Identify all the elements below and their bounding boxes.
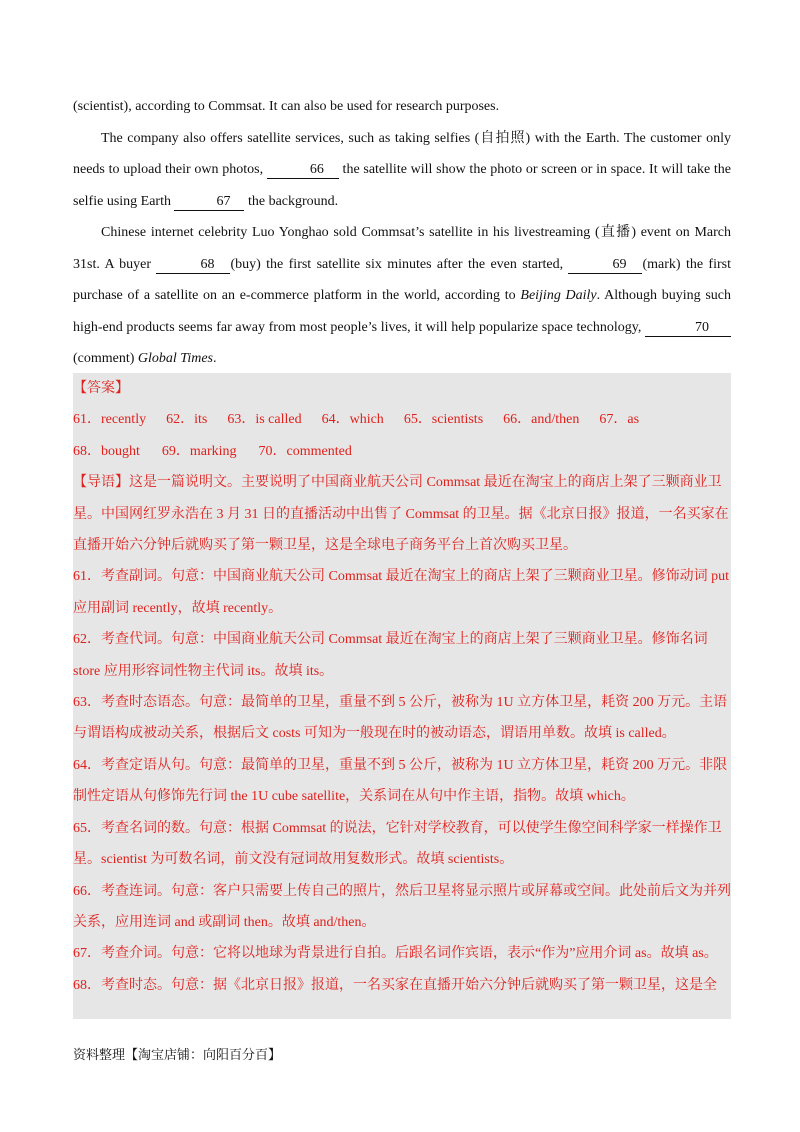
blank-66: 66 [267, 161, 339, 179]
passage-paragraph-3: Chinese internet celebrity Luo Yonghao sold Commsat’s satellite in his livestreaming (直播) event on March 31st. A buyer 68 (buy) the first satellite six minutes after the even started, 69 (mark) the first purchase of a satellite on an e-commerce platform in the world, according to Beijing Daily. Although buying such high-end products seems far away from most people’s lives, it will help popularize space technology, 70 (comment) Global Times. [73, 225, 731, 366]
answer-item: 68．bought [73, 443, 140, 459]
explanation-63: 63．考查时态语态。句意：最简单的卫星，重量不到 5 公斤，被称为 1U 立方体卫星，耗资 200 万元。主语与谓语构成被动关系，根据后文 costs 可知为一般现在时的被动语态，谓语用单数。故填 is called。 [73, 695, 728, 742]
explanation-66: 66．考查连词。句意：客户只需要上传自己的照片，然后卫星将显示照片或屏幕或空间。此处前后文为并列关系，应用连词 and 或副词 then。故填 and/then。 [73, 883, 731, 930]
explanation-61: 61．考查副词。句意：中国商业航天公司 Commsat 最近在淘宝上的商店上架了三颗商业卫星。修饰动词 put 应用副词 recently，故填 recently。 [73, 569, 730, 616]
answer-item: 69．marking [161, 443, 237, 459]
answer-row-2 [73, 436, 731, 467]
explanation-67: 67．考查介词。句意：它将以地球为背景进行自拍。后跟名词作宾语，表示“作为”应用介词 as。故填 as。 [73, 946, 718, 962]
answer-heading: 【答案】 [73, 381, 129, 396]
answer-item: 66．and/then [503, 412, 580, 428]
answer-item: 62．its [166, 412, 208, 428]
answer-section [73, 373, 731, 1019]
page-footer: 资料整理【淘宝店铺：向阳百分百】 [73, 1047, 282, 1062]
blank-70: 70 [645, 319, 731, 337]
explanation-62: 62．考查代词。句意：中国商业航天公司 Commsat 最近在淘宝上的商店上架了三颗商业卫星。修饰名词 store 应用形容词性物主代词 its。故填 its。 [73, 632, 708, 679]
answer-item: 64．which [321, 412, 384, 428]
passage-paragraph-2: The company also offers satellite services, such as taking selfies (自拍照) with the Earth. The customer only needs to upload their own photos, 66 the satellite will show the photo or screen or in space. It will take the selfie using Earth 67 the background. [73, 130, 731, 209]
blank-67: 67 [174, 193, 244, 211]
passage-line-1: (scientist), according to Commsat. It can also be used for research purposes. [73, 99, 500, 114]
source-global-times: Global Times [137, 351, 213, 366]
answer-item: 65．scientists [403, 412, 484, 428]
answer-item: 70．commented [258, 443, 352, 459]
explanation-64: 64．考查定语从句。句意：最简单的卫星，重量不到 5 公斤，被称为 1U 立方体卫星，耗资 200 万元。非限制性定语从句修饰先行词 the 1U cube satellite，关系词在从句中作主语，指物。故填 which。 [73, 757, 728, 805]
passage [73, 91, 731, 375]
explanation-68: 68．考查时态。句意：据《北京日报》报道，一名买家在直播开始六分钟后就购买了第一颗卫星，这是全 [73, 977, 717, 993]
explanation-65: 65．考查名词的数。句意：根据 Commsat 的说法，它针对学校教育，可以使学生像空间科学家一样操作卫星。scientist 为可数名词，前文没有冠词故用复数形式。故填 scientists。 [73, 820, 722, 868]
guide-text: 【导语】这是一篇说明文。主要说明了中国商业航天公司 Commsat 最近在淘宝上的商店上架了三颗商业卫星。中国网红罗永浩在 3 月 31 日的直播活动中出售了 Commsat 的卫星。据《北京日报》报道，一名买家在直播开始六分钟后就购买了第一颗卫星，这是全球电子商务平台上首次购买卫星。 [73, 475, 729, 554]
answer-item: 67．as [599, 412, 640, 428]
blank-68: 68 [156, 256, 230, 274]
answer-item: 63．is called [227, 412, 302, 428]
answer-row-1 [73, 404, 731, 435]
answer-item: 61．recently [73, 412, 147, 428]
blank-69: 69 [568, 256, 642, 274]
source-beijing-daily: Beijing Daily [520, 288, 597, 303]
